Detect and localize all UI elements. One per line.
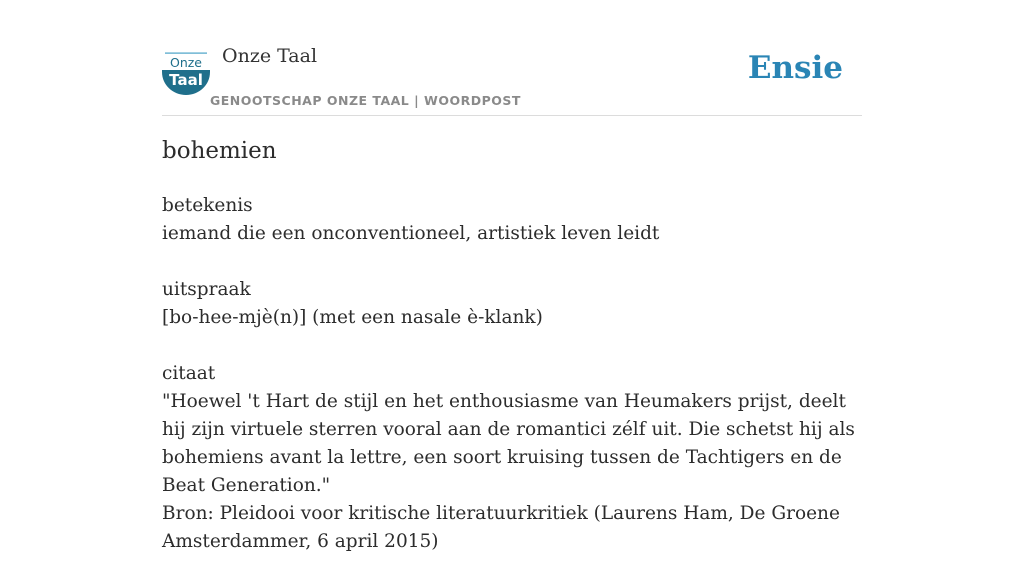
quote-section bbox=[162, 360, 862, 556]
entry-card bbox=[162, 40, 862, 552]
site-name: Onze Taal bbox=[222, 45, 318, 67]
pronunciation-section bbox=[162, 276, 862, 332]
pronunciation-text: [bo-hee-mjè(n)] (met een nasale è-klank) bbox=[162, 307, 543, 328]
quote-source: Bron: Pleidooi voor kritische literatuurkritiek (Laurens Ham, De Groene Amsterdammer, 6 april 2015) bbox=[162, 503, 840, 552]
onze-taal-logo bbox=[162, 52, 210, 96]
site-subtitle: GENOOTSCHAP ONZE TAAL | WOORDPOST bbox=[210, 93, 521, 108]
pronunciation-label: uitspraak bbox=[162, 279, 251, 300]
meaning-label: betekenis bbox=[162, 195, 253, 216]
entry-header bbox=[162, 40, 862, 116]
logo-top-text: Onze bbox=[169, 55, 203, 70]
logo-bottom-text: Taal bbox=[169, 71, 203, 89]
ensie-brand-link[interactable]: Ensie bbox=[747, 50, 843, 86]
quote-text: "Hoewel 't Hart de stijl en het enthousiasme van Heumakers prijst, deelt hij zijn virtuele sterren vooral aan de romantici zélf uit. Die schetst hij als bohemiens avant la lettre, een soort kruising tussen de Tachtigers en de Beat Generation." bbox=[162, 391, 855, 496]
entry-content bbox=[162, 192, 862, 584]
meaning-section bbox=[162, 192, 862, 248]
entry-title: bohemien bbox=[162, 138, 277, 164]
meaning-text: iemand die een onconventioneel, artistiek leven leidt bbox=[162, 223, 660, 244]
quote-label: citaat bbox=[162, 363, 216, 384]
